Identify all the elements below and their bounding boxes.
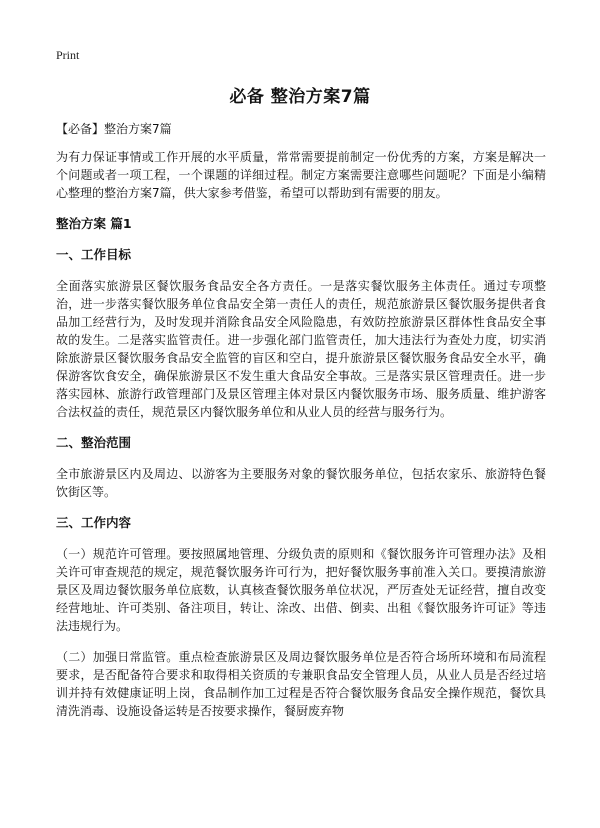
section-paragraph: （一）规范许可管理。要按照属地管理、分级负责的原则和《餐饮服务许可管理办法》及相关许可审查规范的规定，规范餐饮服务许可行为，把好餐饮服务事前准入关口。要摸清旅游景区及周边餐饮服务单位底数，认真核查餐饮服务单位状况，严厉查处无证经营，擅自改变经营地址、许可类别、备注项目，转让、涂改、出借、倒卖、出租《餐饮服务许可证》等违法违规行为。 [56,547,546,633]
section-paragraph: 全市旅游景区内及周边、以游客为主要服务对象的餐饮服务单位，包括农家乐、旅游特色餐饮街区等。 [56,467,546,499]
section-scope [56,434,546,501]
page-title: 必备 整治方案7篇 [229,87,371,107]
chapter-heading: 整治方案 篇1 [56,216,132,231]
document-subtitle: 【必备】整治方案7篇 [56,122,172,136]
section-content [56,514,546,720]
document-body [56,120,546,733]
section-paragraph: （二）加强日常监管。重点检查旅游景区及周边餐饮服务单位是否符合场所环境和布局流程要求，是否配备符合要求和取得相关资质的专兼职食品安全管理人员，从业人员是否经过培训并持有效健康证明上岗，食品制作加工过程是否符合餐饮服务食品安全操作规范，餐饮具清洗消毒、设施设备运转是否按要求操作，餐厨废弃物 [56,650,546,718]
section-heading: 一、工作目标 [56,247,132,262]
section-heading: 三、工作内容 [56,515,132,530]
section-heading: 二、整治范围 [56,435,132,450]
print-link[interactable]: Print [56,48,80,62]
section-goals [56,246,546,421]
intro-paragraph: 为有力保证事情或工作开展的水平质量，常常需要提前制定一份优秀的方案，方案是解决一个问题或者一项工程，一个课题的详细过程。制定方案需要注意哪些问题呢？下面是小编精心整理的整治方案7篇，供大家参考借鉴，希望可以帮助到有需要的朋友。 [56,150,546,200]
section-paragraph: 全面落实旅游景区餐饮服务食品安全各方责任。一是落实餐饮服务主体责任。通过专项整治，进一步落实餐饮服务单位食品安全第一责任人的责任，规范旅游景区餐饮服务提供者食品加工经营行为，及时发现并消除食品安全风险隐患，有效防控旅游景区群体性食品安全事故的发生。二是落实监管责任。进一步强化部门监管责任，加大违法行为查处力度，切实消除旅游景区餐饮服务食品安全监管的盲区和空白，提升旅游景区餐饮服务食品安全水平，确保游客饮食安全，确保旅游景区不发生重大食品安全事故。三是落实景区管理责任。进一步落实园林、旅游行政管理部门及景区管理主体对景区内餐饮服务市场、服务质量、维护游客合法权益的责任，规范景区内餐饮服务单位和从业人员的经营与服务行为。 [56,279,546,419]
